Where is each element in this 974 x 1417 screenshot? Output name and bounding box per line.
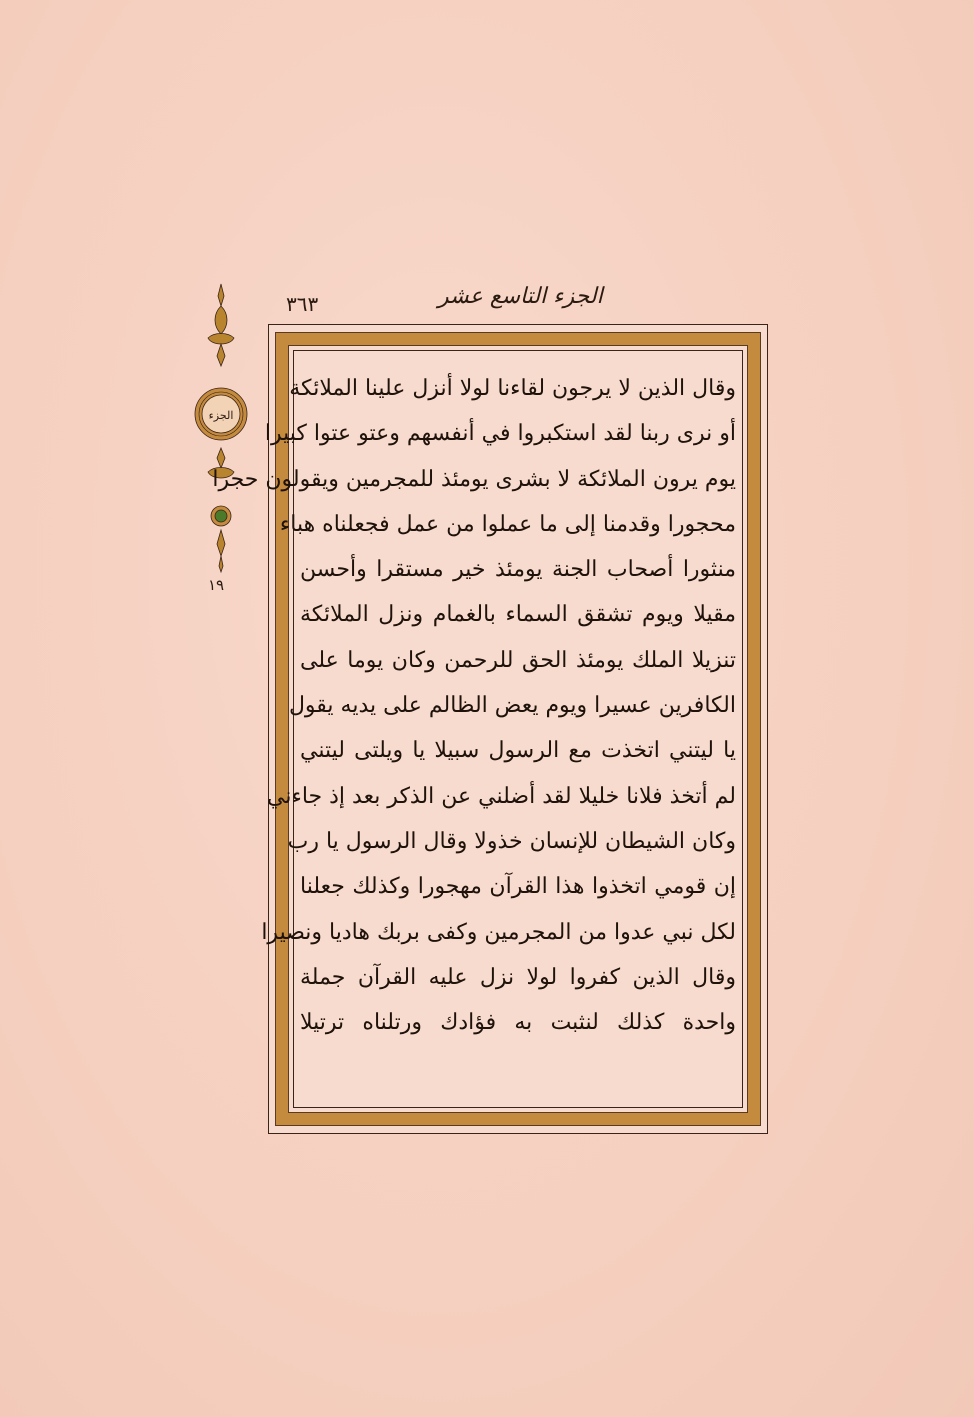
text-line-2: أو نرى ربنا لقد استكبروا في أنفسهم وعتو عتوا كبيرا [264,421,736,447]
page-number: ٣٦٣ [286,292,319,316]
text-line-4: محجورا وقدمنا إلى ما عملوا من عمل فجعلناه هباء [279,511,736,537]
text-line-9: يا ليتني اتخذت مع الرسول سبيلا يا ويلتى ليتني [300,738,736,764]
text-line-14: وقال الذين كفروا لولا نزل عليه القرآن جملة [300,964,736,990]
text-line-3: يوم يرون الملائكة لا بشرى يومئذ للمجرمين ويقولون حجرا [212,466,736,492]
text-line-1: وقال الذين لا يرجون لقاءنا لولا أنزل علينا الملائكة [289,376,736,401]
juz-number: ١٩ [208,576,225,594]
text-line-15: واحدة كذلك لنثبت به فؤادك ورتلناه ترتيلا [300,1010,736,1036]
text-line-7: تنزيلا الملك يومئذ الحق للرحمن وكان يوما على [300,647,736,673]
text-line-5: منثورا أصحاب الجنة يومئذ خير مستقرا وأحسن [300,557,736,583]
text-line-12: إن قومي اتخذوا هذا القرآن مهجورا وكذلك جعلنا [300,874,736,900]
ornament-label: الجزء [208,409,234,422]
juz-title: الجزء التاسع عشر [438,284,603,309]
text-line-11: وكان الشيطان للإنسان خذولا وقال الرسول يا رب [287,828,736,854]
text-line-8: الكافرين عسيرا ويوم يعض الظالم على يديه يقول [288,693,736,719]
page-header [268,284,768,324]
text-line-13: لكل نبي عدوا من المجرمين وكفى بربك هاديا ونصيرا [261,919,736,945]
juz-marker-ornament-icon [196,282,246,572]
text-line-6: مقيلا ويوم تشقق السماء بالغمام ونزل الملائكة [300,602,736,628]
text-line-10: لم أتخذ فلانا خليلا لقد أضلني عن الذكر بعد إذ جاءني [267,783,736,809]
